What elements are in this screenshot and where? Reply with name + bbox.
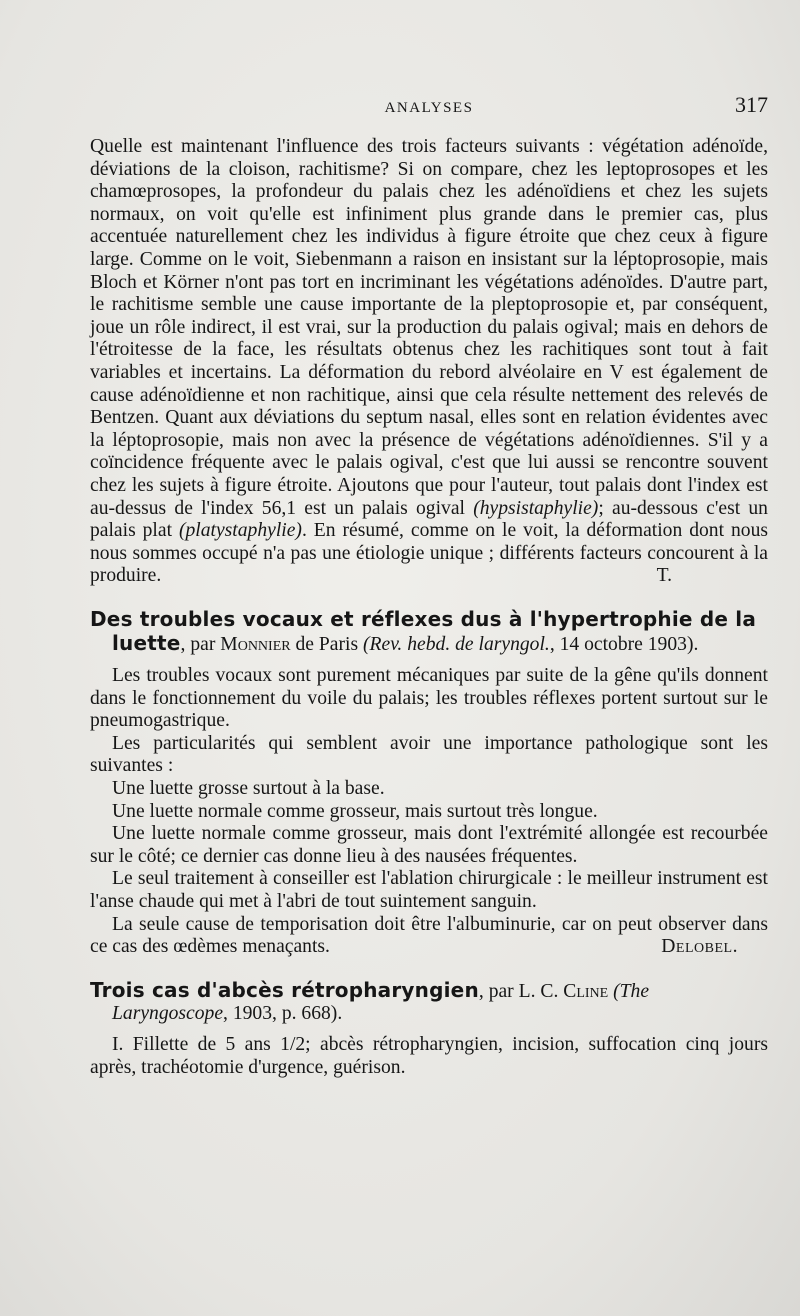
article-3-title: Trois cas d'abcès rétropharyngien <box>90 977 479 1002</box>
article-2-date: , 14 octobre 1903). <box>549 634 699 656</box>
article-2-paragraph-6: Le seul traitement à conseiller est l'ablation chirurgicale : le meilleur instrument est l'anse chaude qui met à l'abri de tout suintement sanguin. <box>90 868 768 912</box>
term-hypsistaphylie: (hypsistaphylie) <box>473 497 599 519</box>
article-2-paragraph-7 <box>90 914 768 959</box>
article-3-by: , par L. C. <box>478 980 559 1002</box>
article-1-paragraph <box>90 136 768 588</box>
running-head: ANALYSES <box>384 100 474 116</box>
page-number: 317 <box>735 92 768 117</box>
article-2-paragraph-5: Une luette normale comme grosseur, mais dont l'extrémité allongée est recourbée sur le côté; ce dernier cas donne lieu à des nausées fréquentes. <box>90 823 768 867</box>
article-3-journal: (The Laryngoscope <box>112 980 650 1025</box>
article-2-title: Des troubles vocaux et réflexes dus à l'hypertrophie de la luette <box>90 606 757 656</box>
article-1-middle: ; au-dessous c'est un palais plat <box>90 497 768 542</box>
page-header <box>90 92 768 122</box>
article-2-heading <box>90 608 768 657</box>
article-2-place: de Paris <box>295 634 359 656</box>
article-2-by: , par <box>180 634 216 656</box>
article-2-paragraph-4: Une luette normale comme grosseur, mais surtout très longue. <box>112 800 598 822</box>
article-2-paragraph-2: Les particularités qui semblent avoir une importance pathologique sont les suivantes : <box>90 732 768 777</box>
article-1-text: Quelle est maintenant l'influence des trois facteurs suivants : végétation adénoïde, déviations de la cloison, rachitisme? Si on compare, chez les leptoprosopes et les chamœprosopes, la profondeur du palais chez les adénoïdiens et chez les sujets normaux, on voit qu'elle est infiniment plus grande dans le premier cas, plus accentuée naturellement chez les individus à figure étroite que chez ceux à figure large. Comme on le voit, Siebenmann a raison en insistant sur la léptoprosopie, mais Bloch et Körner n'ont pas tort en incriminant les végétations adénoïdes. D'autre part, le rachitisme semble une cause importante de la pleptoprosopie et, par conséquent, joue un rôle indirect, il est vrai, sur la production du palais ogival; mais en dehors de l'étroitesse de la face, les résultats obtenus chez les rachitiques sont tout à fait variables et incertains. La déformation du rebord alvéolaire en V est également de cause adénoïdienne et non rachitique, ainsi que cela résulte nettement des relevés de Bentzen. Quant aux déviations du septum nasal, elles sont en relation évidentes avec la léptoprosopie, mais non avec la présence de végétations adénoïdiennes. S'il y a coïncidence fréquente avec le palais ogival, c'est que lui aussi se rencontre souvent chez les sujets à figure étroite. Ajoutons que pour l'auteur, tout palais dont l'index est au-dessus de l'index 56,1 est un palais ogival <box>90 136 768 519</box>
article-2-paragraph-3: Une luette grosse surtout à la base. <box>112 778 385 800</box>
article-3-paragraph-1: I. Fillette de 5 ans 1/2; abcès rétropharyngien, incision, suffocation cinq jours après, trachéotomie d'urgence, guérison. <box>90 1033 768 1078</box>
article-3-author: Cline <box>563 980 609 1002</box>
article-3-date: , 1903, p. 668). <box>223 1003 343 1025</box>
article-1-signature: T. <box>656 565 672 587</box>
article-3-heading <box>90 979 768 1026</box>
article-2-paragraph-7-text: La seule cause de temporisation doit être l'albuminurie, car on peut observer dans ce cas des œdèmes menaçants. <box>90 913 768 958</box>
article-2-signature: Delobel. <box>661 936 738 958</box>
article-2-paragraph-1: Les troubles vocaux sont purement mécaniques par suite de la gêne qu'ils donnent dans le fonctionnement du voile du palais; les troubles réflexes portent surtout sur le pneumogastrique. <box>90 665 768 732</box>
page-body <box>90 136 768 1079</box>
article-2-author: Monnier <box>220 634 291 656</box>
article-2-journal: (Rev. hebd. de laryngol. <box>363 634 550 656</box>
term-platystaphylie: (platystaphylie) <box>178 520 302 542</box>
article-1-ending: . En résumé, comme on le voit, la déformation dont nous nous sommes occupé n'a pas une étiologie unique ; différents facteurs concourent à la produire. <box>90 520 768 587</box>
